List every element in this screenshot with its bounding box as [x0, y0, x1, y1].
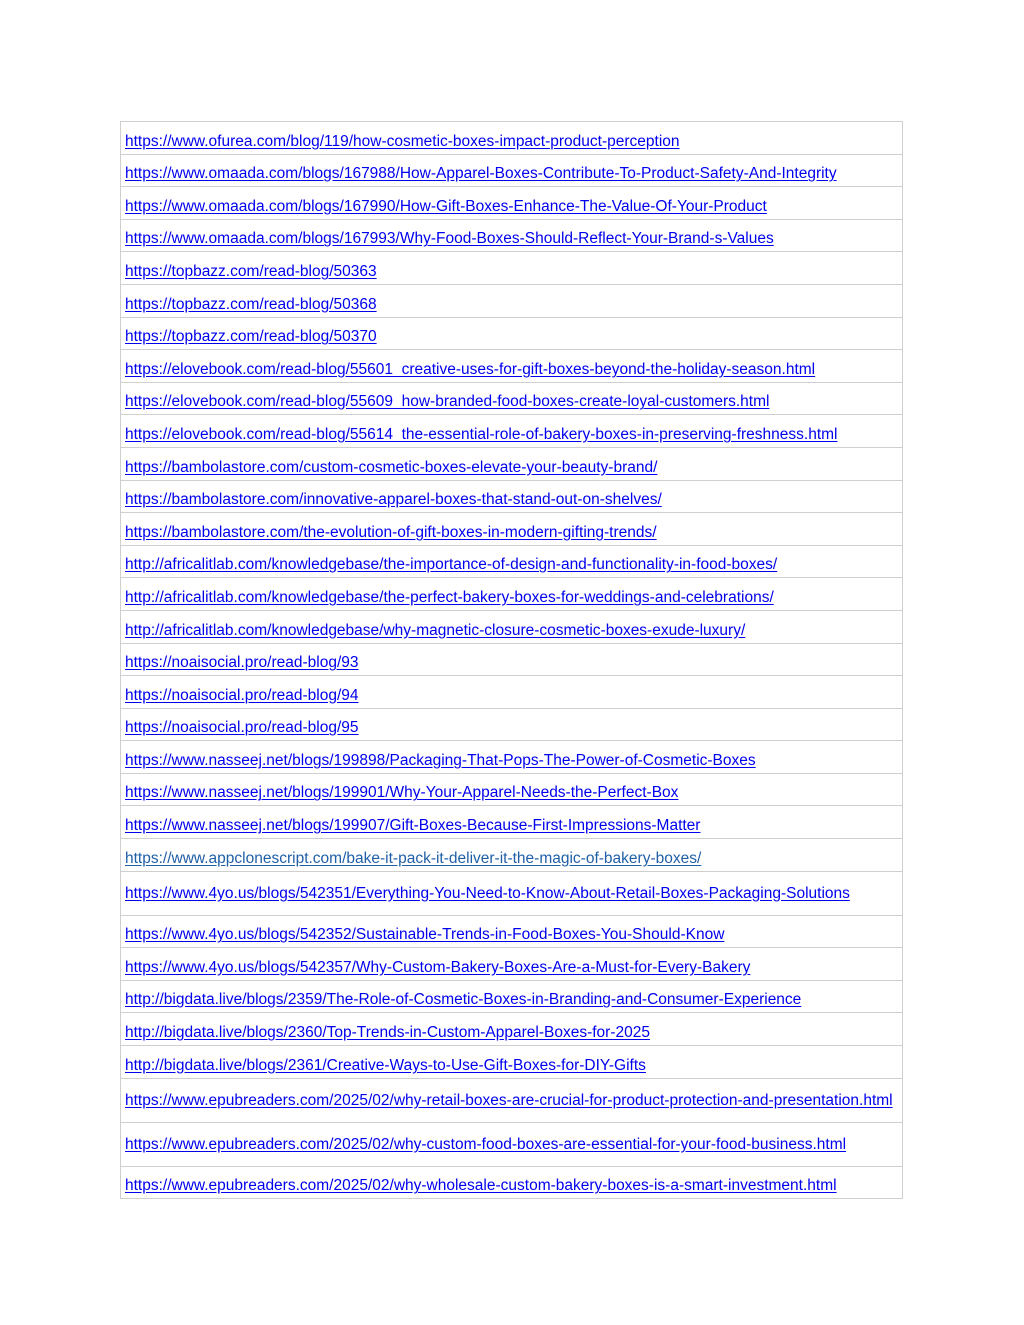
- table-cell: [121, 578, 903, 611]
- table-cell: [121, 317, 903, 350]
- table-row: [121, 415, 903, 448]
- table-cell: [121, 480, 903, 513]
- table-cell: [121, 219, 903, 252]
- table-row: [121, 948, 903, 981]
- table-row: [121, 252, 903, 285]
- link[interactable]: https://www.nasseej.net/blogs/199901/Why-Your-Apparel-Needs-the-Perfect-Box: [125, 784, 679, 802]
- table-cell: [121, 773, 903, 806]
- table-row: [121, 154, 903, 187]
- table-row: [121, 643, 903, 676]
- link[interactable]: http://africalitlab.com/knowledgebase/the-perfect-bakery-boxes-for-weddings-and-celebrations/: [125, 588, 774, 606]
- table-cell: [121, 350, 903, 383]
- table-cell: [121, 676, 903, 709]
- table-cell: [121, 382, 903, 415]
- link[interactable]: https://noaisocial.pro/read-blog/94: [125, 686, 359, 704]
- table-cell: [121, 513, 903, 546]
- table-cell: [121, 1078, 903, 1122]
- link[interactable]: https://www.4yo.us/blogs/542357/Why-Custom-Bakery-Boxes-Are-a-Must-for-Every-Bakery: [125, 958, 751, 976]
- link[interactable]: https://www.omaada.com/blogs/167993/Why-Food-Boxes-Should-Reflect-Your-Brand-s-Values: [125, 230, 774, 248]
- table-cell: [121, 545, 903, 578]
- link[interactable]: http://africalitlab.com/knowledgebase/why-magnetic-closure-cosmetic-boxes-exude-luxury/: [125, 621, 746, 639]
- table-cell: [121, 871, 903, 915]
- table-cell: [121, 1166, 903, 1199]
- link[interactable]: http://bigdata.live/blogs/2361/Creative-Ways-to-Use-Gift-Boxes-for-DIY-Gifts: [125, 1056, 646, 1074]
- link[interactable]: https://topbazz.com/read-blog/50368: [125, 295, 377, 313]
- link[interactable]: https://www.4yo.us/blogs/542351/Everything-You-Need-to-Know-About-Retail-Boxes-Packaging-Solutions: [125, 884, 850, 902]
- link[interactable]: http://bigdata.live/blogs/2359/The-Role-of-Cosmetic-Boxes-in-Branding-and-Consumer-Experience: [125, 991, 802, 1009]
- table-cell: [121, 806, 903, 839]
- link-table: [120, 121, 903, 1199]
- link[interactable]: http://africalitlab.com/knowledgebase/the-importance-of-design-and-functionality-in-food-boxes/: [125, 556, 778, 574]
- table-cell: [121, 980, 903, 1013]
- link[interactable]: https://www.nasseej.net/blogs/199898/Packaging-That-Pops-The-Power-of-Cosmetic-Boxes: [125, 751, 756, 769]
- link[interactable]: https://www.epubreaders.com/2025/02/why-custom-food-boxes-are-essential-for-your-food-business.html: [125, 1135, 847, 1153]
- table-cell: [121, 187, 903, 220]
- table-cell: [121, 1013, 903, 1046]
- link[interactable]: http://bigdata.live/blogs/2360/Top-Trends-in-Custom-Apparel-Boxes-for-2025: [125, 1024, 650, 1042]
- link[interactable]: https://www.ofurea.com/blog/119/how-cosmetic-boxes-impact-product-perception: [125, 132, 680, 150]
- link[interactable]: https://bambolastore.com/custom-cosmetic-boxes-elevate-your-beauty-brand/: [125, 458, 658, 476]
- link[interactable]: https://noaisocial.pro/read-blog/93: [125, 654, 359, 672]
- table-row: [121, 610, 903, 643]
- link[interactable]: https://bambolastore.com/innovative-apparel-boxes-that-stand-out-on-shelves/: [125, 491, 662, 509]
- table-cell: [121, 1122, 903, 1166]
- link[interactable]: https://noaisocial.pro/read-blog/95: [125, 719, 359, 737]
- table-row: [121, 317, 903, 350]
- table-cell: [121, 708, 903, 741]
- link[interactable]: https://www.nasseej.net/blogs/199907/Gift-Boxes-Because-First-Impressions-Matter: [125, 817, 701, 835]
- table-cell: [121, 154, 903, 187]
- link[interactable]: https://www.4yo.us/blogs/542352/Sustainable-Trends-in-Food-Boxes-You-Should-Know: [125, 926, 725, 944]
- link[interactable]: https://elovebook.com/read-blog/55601_creative-uses-for-gift-boxes-beyond-the-holiday-season.html: [125, 360, 816, 378]
- table-row: [121, 1046, 903, 1079]
- table-row: [121, 1013, 903, 1046]
- table-row: [121, 871, 903, 915]
- table-row: [121, 447, 903, 480]
- link[interactable]: https://topbazz.com/read-blog/50363: [125, 262, 377, 280]
- table-cell: [121, 915, 903, 948]
- table-row: [121, 915, 903, 948]
- table-cell: [121, 948, 903, 981]
- table-row: [121, 578, 903, 611]
- link[interactable]: https://bambolastore.com/the-evolution-of-gift-boxes-in-modern-gifting-trends/: [125, 523, 657, 541]
- table-cell: [121, 610, 903, 643]
- table-row: [121, 545, 903, 578]
- table-cell: [121, 284, 903, 317]
- table-row: [121, 219, 903, 252]
- table-row: [121, 122, 903, 155]
- table-cell: [121, 122, 903, 155]
- table-row: [121, 382, 903, 415]
- table-row: [121, 1122, 903, 1166]
- table-row: [121, 839, 903, 872]
- table-row: [121, 513, 903, 546]
- table-cell: [121, 252, 903, 285]
- link[interactable]: https://www.omaada.com/blogs/167988/How-Apparel-Boxes-Contribute-To-Product-Safety-And-Integrity: [125, 165, 837, 183]
- table-cell: [121, 415, 903, 448]
- link[interactable]: https://www.epubreaders.com/2025/02/why-wholesale-custom-bakery-boxes-is-a-smart-investment.html: [125, 1177, 837, 1195]
- table-row: [121, 187, 903, 220]
- table-cell: [121, 643, 903, 676]
- table-cell: [121, 839, 903, 872]
- table-row: [121, 1166, 903, 1199]
- table-row: [121, 806, 903, 839]
- table-cell: [121, 447, 903, 480]
- link[interactable]: https://elovebook.com/read-blog/55609_how-branded-food-boxes-create-loyal-customers.html: [125, 393, 770, 411]
- table-row: [121, 741, 903, 774]
- link[interactable]: https://www.omaada.com/blogs/167990/How-Gift-Boxes-Enhance-The-Value-Of-Your-Product: [125, 197, 767, 215]
- link[interactable]: https://topbazz.com/read-blog/50370: [125, 328, 377, 346]
- table-cell: [121, 1046, 903, 1079]
- table-row: [121, 480, 903, 513]
- table-row: [121, 1078, 903, 1122]
- table-row: [121, 980, 903, 1013]
- table-row: [121, 284, 903, 317]
- link[interactable]: https://www.epubreaders.com/2025/02/why-retail-boxes-are-crucial-for-product-protection-and-presentation.html: [125, 1091, 893, 1109]
- table-cell: [121, 741, 903, 774]
- link[interactable]: https://elovebook.com/read-blog/55614_the-essential-role-of-bakery-boxes-in-preserving-freshness.html: [125, 425, 838, 443]
- table-row: [121, 773, 903, 806]
- table-row: [121, 676, 903, 709]
- link[interactable]: https://www.appclonescript.com/bake-it-pack-it-deliver-it-the-magic-of-bakery-boxes/: [125, 849, 702, 867]
- table-row: [121, 708, 903, 741]
- table-row: [121, 350, 903, 383]
